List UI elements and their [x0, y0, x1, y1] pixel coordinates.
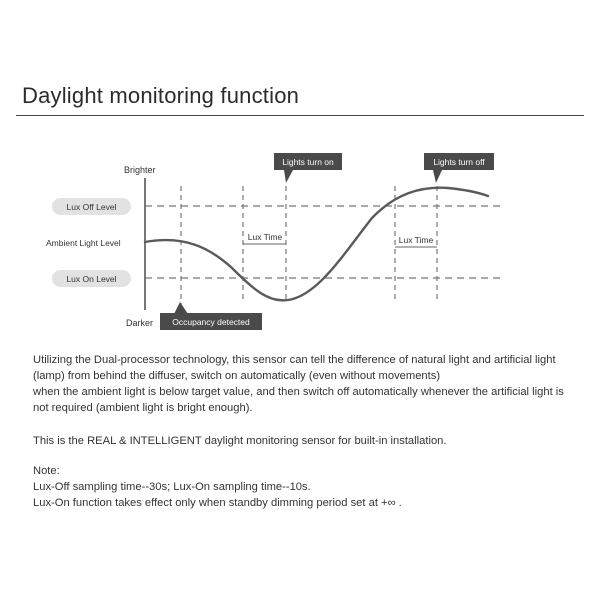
notes-section [33, 463, 593, 511]
lux-off-level-label: Lux Off Level [66, 202, 117, 212]
axis-label-brighter: Brighter [124, 165, 156, 175]
description-line-1: Utilizing the Dual-processor technology, this sensor can tell the difference of natural light and artificial light [33, 354, 556, 366]
lux-time-label-2: Lux Time [398, 235, 434, 245]
axis-label-darker: Darker [126, 318, 154, 328]
lights-off-callout-text: Lights turn off [433, 157, 485, 167]
ambient-light-level-label: Ambient Light Level [46, 238, 121, 248]
summary-line: This is the REAL & INTELLIGENT daylight monitoring sensor for built-in installation. [33, 435, 447, 447]
lux-on-level-label: Lux On Level [66, 274, 117, 284]
description-line-3: when the ambient light is below target value, and then switch off automatically whenever the artificial light is [33, 386, 564, 398]
summary-paragraph [33, 433, 593, 449]
description-paragraph [33, 352, 593, 416]
lights-on-callout-pointer [284, 170, 293, 183]
occupancy-callout-pointer [174, 302, 188, 314]
description-line-2: (lamp) from behind the diffuser, switch on automatically (even without movements) [33, 370, 441, 382]
page-title: Daylight monitoring function [22, 83, 300, 108]
lux-time-label-1: Lux Time [247, 232, 283, 242]
note-item-1: Lux-Off sampling time--30s; Lux-On sampling time--10s. [33, 481, 311, 493]
occupancy-callout-text: Occupancy detected [172, 317, 250, 327]
note-item-2: Lux-On function takes effect only when standby dimming period set at +∞ . [33, 497, 402, 509]
notes-heading: Note: [33, 465, 60, 477]
description-line-4: not required (ambient light is bright enough). [33, 402, 253, 414]
lights-off-callout-pointer [433, 170, 442, 183]
lights-on-callout-text: Lights turn on [282, 157, 334, 167]
